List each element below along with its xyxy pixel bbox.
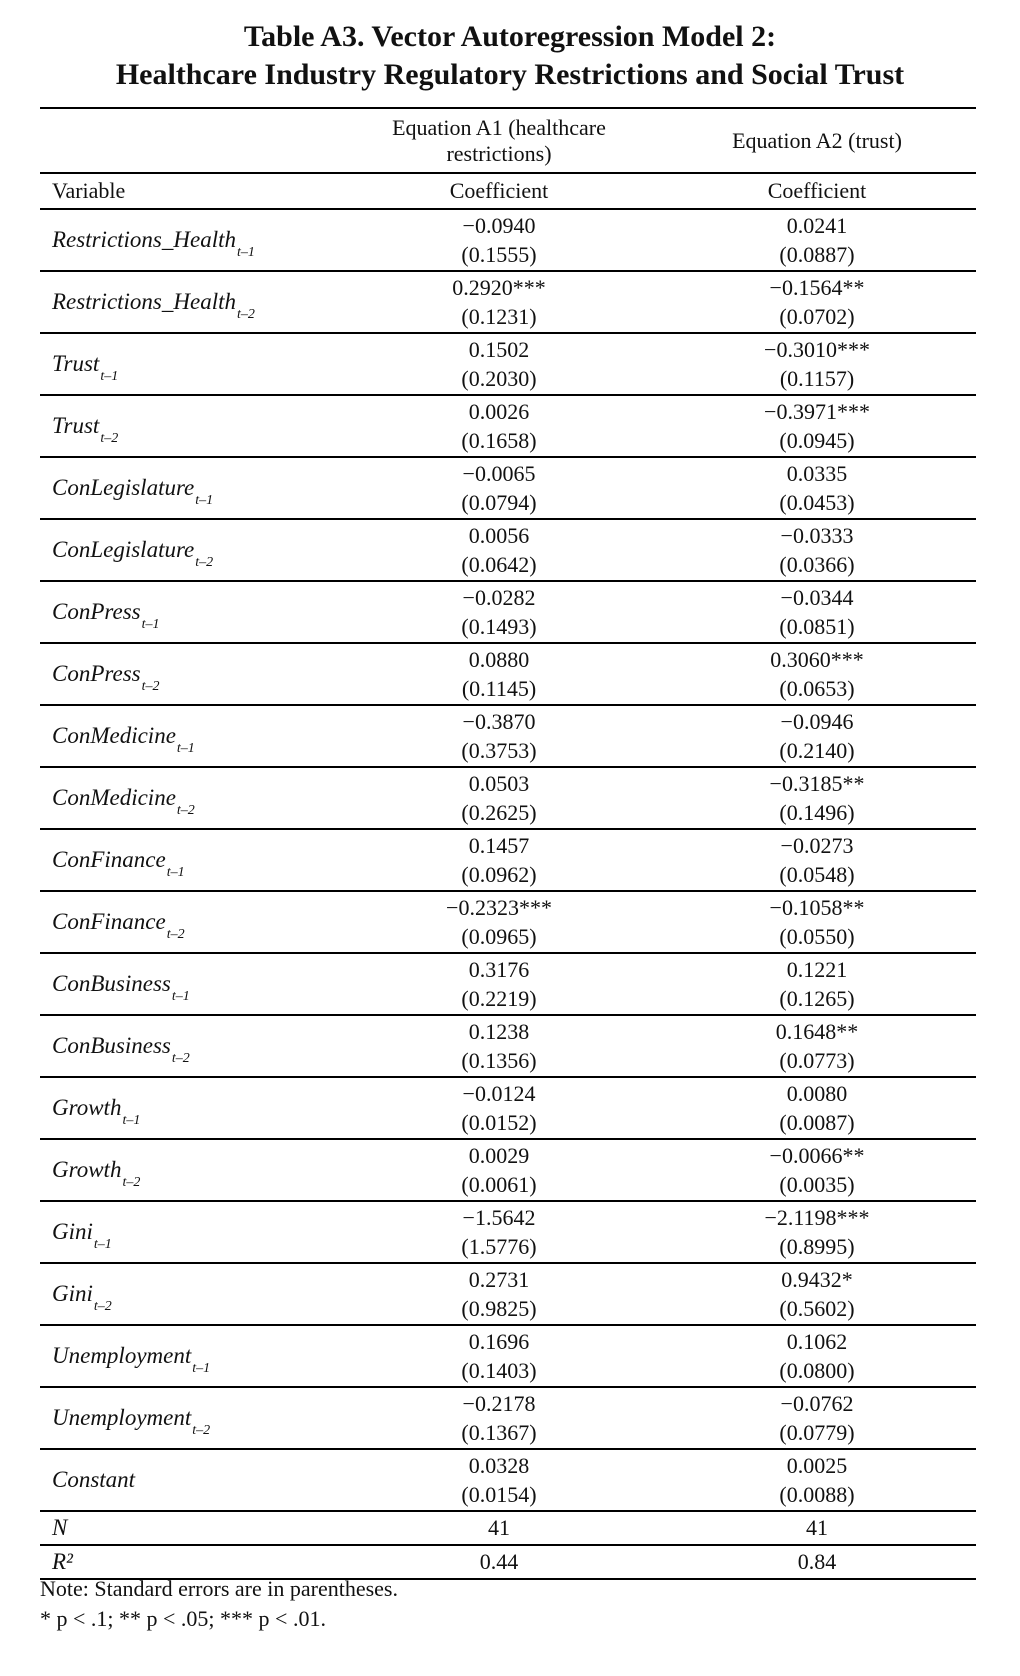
equation-a2-standard-error: (0.0087)	[779, 1110, 855, 1135]
lag-subscript: t–1	[171, 989, 190, 1004]
lag-subscript: t–2	[93, 1299, 112, 1314]
note-standard-errors: Note: Standard errors are in parentheses.	[40, 1576, 398, 1601]
equation-a1-coefficient: 0.1238	[468, 1019, 530, 1044]
variable-name	[40, 1077, 340, 1139]
variable-label: Restrictions_Health	[52, 289, 236, 314]
table-row	[40, 1201, 976, 1263]
equation-a2-coefficient: −0.3971***	[764, 399, 870, 424]
table-title	[0, 18, 1020, 94]
equation-a2-coefficient: −0.0066**	[769, 1143, 865, 1168]
variable-label: Gini	[52, 1281, 93, 1306]
variable-label: ConFinance	[52, 909, 166, 934]
equation-a2-coefficient: 0.1221	[786, 957, 848, 982]
variable-name	[40, 271, 340, 333]
equation-a2-standard-error: (0.5602)	[779, 1296, 855, 1321]
lag-subscript: t–2	[176, 803, 195, 818]
equation-a2-standard-error: (0.0366)	[779, 552, 855, 577]
table-row	[40, 1449, 976, 1511]
equation-a2-cell	[658, 271, 976, 333]
equation-a1-coefficient: −0.3870	[462, 709, 536, 734]
equation-a1-cell	[340, 395, 658, 457]
equation-a2-cell	[658, 1201, 976, 1263]
note-significance: * p < .1; ** p < .05; *** p < .01.	[40, 1606, 326, 1631]
equation-a1-coefficient: 0.0029	[468, 1143, 530, 1168]
equation-a2-cell	[658, 1139, 976, 1201]
equation-a1-coefficient: 0.0880	[468, 647, 530, 672]
equation-a2-coefficient: −0.3185**	[769, 771, 865, 796]
equation-a1-coefficient: 0.1457	[468, 833, 530, 858]
table-row	[40, 953, 976, 1015]
lag-subscript: t–2	[166, 927, 185, 942]
equation-a1-standard-error: (0.1145)	[461, 676, 537, 701]
lag-subscript: t–2	[141, 679, 160, 694]
equation-a2-standard-error: (0.1496)	[779, 800, 855, 825]
variable-label: Gini	[52, 1219, 93, 1244]
stat-row	[40, 1511, 976, 1545]
variable-label: ConMedicine	[52, 723, 176, 748]
equation-a1-header: Equation A1 (healthcare restrictions)	[340, 108, 658, 173]
equation-a2-coefficient: −0.0762	[780, 1391, 854, 1416]
equation-a1-standard-error: (0.0965)	[461, 924, 537, 949]
lag-subscript: t–1	[122, 1113, 141, 1128]
variable-label: Constant	[52, 1467, 136, 1492]
equation-a1-cell	[340, 271, 658, 333]
variable-label: ConPress	[52, 599, 141, 624]
equation-a1-standard-error: (0.1555)	[461, 242, 537, 267]
variable-name	[40, 829, 340, 891]
lag-subscript: t–2	[195, 555, 214, 570]
var-results-table	[40, 107, 976, 1580]
variable-name	[40, 1449, 340, 1511]
equation-a1-cell	[340, 519, 658, 581]
equation-a1-standard-error: (0.2219)	[461, 986, 537, 1011]
equation-a2-cell	[658, 1325, 976, 1387]
equation-a2-coefficient: 0.0025	[786, 1453, 848, 1478]
equation-a2-standard-error: (0.0035)	[779, 1172, 855, 1197]
lag-subscript: t–1	[141, 617, 160, 632]
equation-a1-standard-error: (0.1367)	[461, 1420, 537, 1445]
equation-a2-standard-error: (0.2140)	[779, 738, 855, 763]
equation-a1-standard-error: (0.1658)	[461, 428, 537, 453]
equation-a1-cell	[340, 829, 658, 891]
variable-name	[40, 953, 340, 1015]
equation-a1-coefficient: −0.2178	[462, 1391, 536, 1416]
variable-label: Growth	[52, 1095, 122, 1120]
equation-a1-cell	[340, 209, 658, 271]
stat-value-a2: 0.84	[658, 1545, 976, 1579]
table-row	[40, 1263, 976, 1325]
equation-a2-coefficient: 0.0241	[786, 213, 848, 238]
equation-a2-coefficient: −0.1058**	[769, 895, 865, 920]
equation-a1-standard-error: (0.3753)	[461, 738, 537, 763]
equation-a1-cell	[340, 457, 658, 519]
equation-a2-coefficient: 0.0080	[786, 1081, 848, 1106]
table-row	[40, 891, 976, 953]
equation-a1-standard-error: (0.1356)	[461, 1048, 537, 1073]
variable-label: ConBusiness	[52, 971, 171, 996]
stat-name: R²	[40, 1545, 340, 1579]
table-row	[40, 1139, 976, 1201]
lag-subscript: t–1	[166, 865, 185, 880]
equation-a2-cell	[658, 891, 976, 953]
equation-a2-cell	[658, 1077, 976, 1139]
equation-a2-standard-error: (0.0851)	[779, 614, 855, 639]
equation-a1-cell	[340, 1077, 658, 1139]
equation-a2-cell	[658, 643, 976, 705]
equation-a2-cell	[658, 209, 976, 271]
equation-a2-cell	[658, 953, 976, 1015]
table-row	[40, 705, 976, 767]
coefficient-a2-header: Coefficient	[658, 173, 976, 209]
variable-name	[40, 581, 340, 643]
equation-a2-cell	[658, 457, 976, 519]
table-row	[40, 519, 976, 581]
variable-name	[40, 643, 340, 705]
equation-a1-standard-error: (0.0962)	[461, 862, 537, 887]
equation-a2-cell	[658, 581, 976, 643]
equation-a2-standard-error: (0.0800)	[779, 1358, 855, 1383]
variable-label: Unemployment	[52, 1343, 192, 1368]
variable-label: Growth	[52, 1157, 122, 1182]
equation-a2-standard-error: (0.0653)	[779, 676, 855, 701]
table-row	[40, 333, 976, 395]
equation-header-blank	[40, 108, 340, 173]
equation-a2-coefficient: 0.1648**	[775, 1019, 859, 1044]
equation-a1-coefficient: −0.0065	[462, 461, 536, 486]
variable-header: Variable	[40, 173, 340, 209]
table-row	[40, 581, 976, 643]
equation-a2-coefficient: 0.0335	[786, 461, 848, 486]
variable-label: ConPress	[52, 661, 141, 686]
column-header-row	[40, 173, 976, 209]
equation-a2-cell	[658, 395, 976, 457]
table-row	[40, 829, 976, 891]
equation-a2-coefficient: 0.3060***	[770, 647, 864, 672]
equation-a1-coefficient: 0.1696	[468, 1329, 530, 1354]
equation-a1-standard-error: (0.0061)	[461, 1172, 537, 1197]
equation-a2-standard-error: (0.0453)	[779, 490, 855, 515]
equation-header-row	[40, 108, 976, 173]
equation-a2-coefficient: −0.0273	[780, 833, 854, 858]
equation-a2-coefficient: 0.9432*	[781, 1267, 853, 1292]
variable-label: ConBusiness	[52, 1033, 171, 1058]
equation-a1-cell	[340, 1139, 658, 1201]
equation-a2-standard-error: (0.0548)	[779, 862, 855, 887]
equation-a2-cell	[658, 1449, 976, 1511]
table-row	[40, 1387, 976, 1449]
stat-name: N	[40, 1511, 340, 1545]
table-body	[40, 209, 976, 1511]
lag-subscript: t–2	[100, 431, 119, 446]
variable-name	[40, 519, 340, 581]
equation-a1-cell	[340, 1325, 658, 1387]
lag-subscript: t–2	[171, 1051, 190, 1066]
lag-subscript: t–2	[122, 1175, 141, 1190]
equation-a1-standard-error: (0.9825)	[461, 1296, 537, 1321]
equation-a2-coefficient: −2.1198***	[764, 1205, 870, 1230]
variable-name	[40, 457, 340, 519]
table-title-line-1: Table A3. Vector Autoregression Model 2:	[243, 20, 777, 53]
equation-a1-coefficient: 0.0503	[468, 771, 530, 796]
lag-subscript: t–2	[192, 1423, 211, 1438]
equation-a1-cell	[340, 1387, 658, 1449]
variable-name	[40, 209, 340, 271]
stat-value-a1: 41	[340, 1511, 658, 1545]
variable-name	[40, 333, 340, 395]
equation-a1-cell	[340, 1015, 658, 1077]
equation-a1-standard-error: (0.2030)	[461, 366, 537, 391]
equation-a2-coefficient: −0.0333	[780, 523, 854, 548]
equation-a1-standard-error: (0.1493)	[461, 614, 537, 639]
stat-value-a2: 41	[658, 1511, 976, 1545]
variable-name	[40, 1139, 340, 1201]
variable-label: Trust	[52, 351, 100, 376]
equation-a1-coefficient: 0.1502	[468, 337, 530, 362]
equation-a1-standard-error: (0.2625)	[461, 800, 537, 825]
variable-name	[40, 891, 340, 953]
table-row	[40, 1077, 976, 1139]
stat-value-a1: 0.44	[340, 1545, 658, 1579]
equation-a1-cell	[340, 953, 658, 1015]
table-row	[40, 209, 976, 271]
table-row	[40, 395, 976, 457]
equation-a2-standard-error: (0.0779)	[779, 1420, 855, 1445]
variable-name	[40, 1325, 340, 1387]
equation-a2-cell	[658, 1015, 976, 1077]
equation-a1-standard-error: (0.1403)	[461, 1358, 537, 1383]
variable-label: Unemployment	[52, 1405, 192, 1430]
equation-a1-standard-error: (0.1231)	[461, 304, 537, 329]
table-row	[40, 271, 976, 333]
variable-name	[40, 1201, 340, 1263]
equation-a2-coefficient: −0.0344	[780, 585, 854, 610]
table-row	[40, 1015, 976, 1077]
equation-a1-coefficient: −1.5642	[462, 1205, 536, 1230]
equation-a1-standard-error: (0.0154)	[461, 1482, 537, 1507]
lag-subscript: t–1	[195, 493, 214, 508]
equation-a2-cell	[658, 767, 976, 829]
equation-a1-coefficient: 0.0026	[468, 399, 530, 424]
equation-a2-standard-error: (0.8995)	[779, 1234, 855, 1259]
equation-a1-cell	[340, 1449, 658, 1511]
equation-a1-standard-error: (1.5776)	[461, 1234, 537, 1259]
lag-subscript: t–1	[176, 741, 195, 756]
variable-name	[40, 767, 340, 829]
equation-a1-standard-error: (0.0642)	[461, 552, 537, 577]
variable-name	[40, 1263, 340, 1325]
equation-a1-cell	[340, 767, 658, 829]
equation-a2-coefficient: −0.0946	[780, 709, 854, 734]
equation-a2-cell	[658, 1387, 976, 1449]
table-row	[40, 643, 976, 705]
variable-label: ConLegislature	[52, 475, 195, 500]
variable-label: ConLegislature	[52, 537, 195, 562]
lag-subscript: t–1	[93, 1237, 112, 1252]
equation-a2-standard-error: (0.0945)	[779, 428, 855, 453]
table-row	[40, 767, 976, 829]
equation-a1-coefficient: 0.3176	[468, 957, 530, 982]
variable-name	[40, 705, 340, 767]
variable-name	[40, 1387, 340, 1449]
equation-a1-cell	[340, 891, 658, 953]
equation-a1-coefficient: 0.2731	[468, 1267, 530, 1292]
equation-a2-header: Equation A2 (trust)	[658, 108, 976, 173]
equation-a1-coefficient: −0.0124	[462, 1081, 536, 1106]
table-stats	[40, 1511, 976, 1579]
equation-a1-cell	[340, 581, 658, 643]
equation-a2-standard-error: (0.0887)	[779, 242, 855, 267]
table-title-line-2: Healthcare Industry Regulatory Restrictions and Social Trust	[115, 58, 905, 91]
equation-a2-standard-error: (0.0702)	[779, 304, 855, 329]
lag-subscript: t–1	[192, 1361, 211, 1376]
equation-a2-standard-error: (0.1157)	[779, 366, 855, 391]
equation-a1-cell	[340, 1263, 658, 1325]
equation-a2-cell	[658, 1263, 976, 1325]
table-row	[40, 457, 976, 519]
coefficient-a1-header: Coefficient	[340, 173, 658, 209]
lag-subscript: t–1	[236, 245, 255, 260]
equation-a2-coefficient: −0.1564**	[769, 275, 865, 300]
table-notes	[40, 1574, 980, 1634]
equation-a2-coefficient: 0.1062	[786, 1329, 848, 1354]
lag-subscript: t–1	[100, 369, 119, 384]
equation-a1-standard-error: (0.0794)	[461, 490, 537, 515]
variable-label: ConFinance	[52, 847, 166, 872]
equation-a1-coefficient: 0.0056	[468, 523, 530, 548]
variable-label: Trust	[52, 413, 100, 438]
equation-a2-cell	[658, 829, 976, 891]
equation-a1-cell	[340, 643, 658, 705]
equation-a2-standard-error: (0.0773)	[779, 1048, 855, 1073]
variable-name	[40, 1015, 340, 1077]
equation-a2-coefficient: −0.3010***	[764, 337, 870, 362]
equation-a2-cell	[658, 333, 976, 395]
equation-a2-cell	[658, 705, 976, 767]
equation-a1-standard-error: (0.0152)	[461, 1110, 537, 1135]
equation-a1-coefficient: 0.2920***	[452, 275, 546, 300]
variable-label: ConMedicine	[52, 785, 176, 810]
lag-subscript: t–2	[236, 307, 255, 322]
equation-a1-cell	[340, 705, 658, 767]
equation-a1-coefficient: −0.0282	[462, 585, 536, 610]
equation-a1-coefficient: 0.0328	[468, 1453, 530, 1478]
equation-a1-cell	[340, 1201, 658, 1263]
equation-a2-standard-error: (0.1265)	[779, 986, 855, 1011]
equation-a1-coefficient: −0.0940	[462, 213, 536, 238]
equation-a1-coefficient: −0.2323***	[446, 895, 552, 920]
variable-name	[40, 395, 340, 457]
table-row	[40, 1325, 976, 1387]
equation-a1-cell	[340, 333, 658, 395]
equation-a2-cell	[658, 519, 976, 581]
equation-a2-standard-error: (0.0088)	[779, 1482, 855, 1507]
equation-a2-standard-error: (0.0550)	[779, 924, 855, 949]
variable-label: Restrictions_Health	[52, 227, 236, 252]
